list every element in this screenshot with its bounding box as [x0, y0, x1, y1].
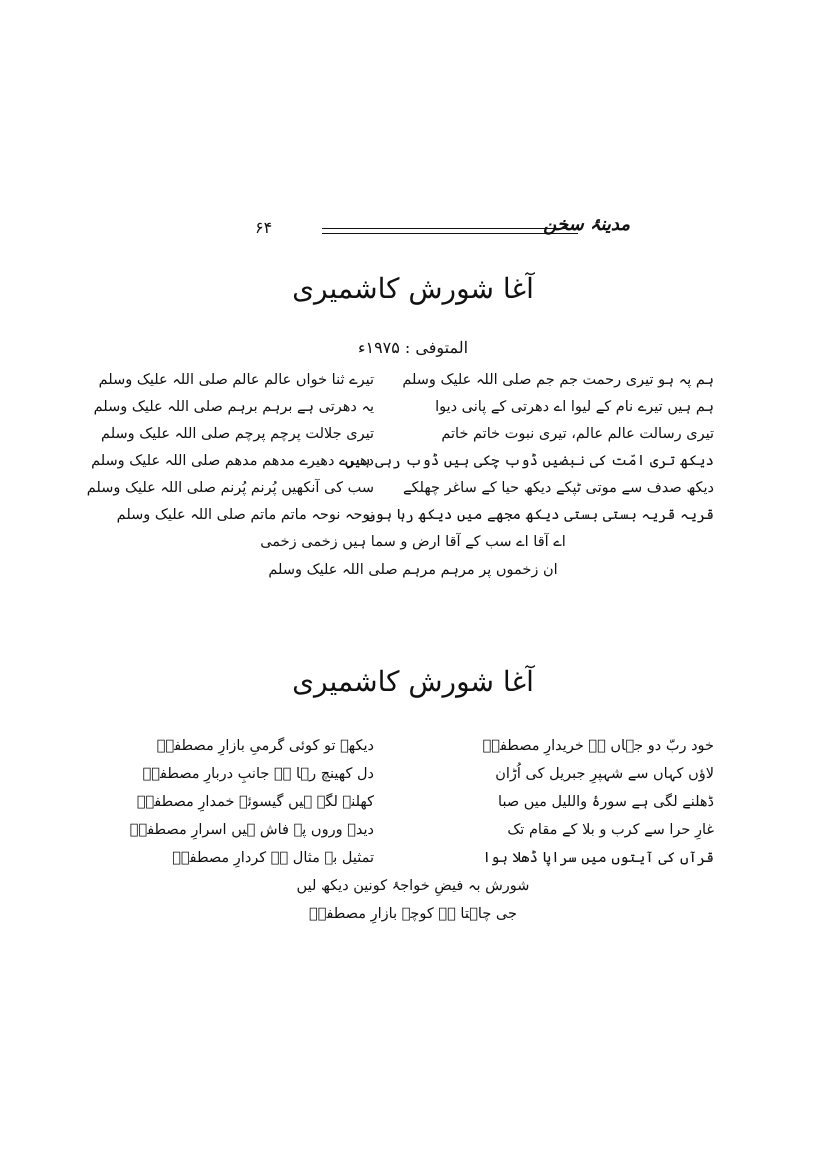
misra-first: ڈھلنے لگی ہے سورۂ واللیل میں صبا — [498, 794, 714, 810]
misra-first: خود ربّ دو جہاں ہے خریدارِ مصطفیؐ — [482, 738, 714, 754]
misra-second: کھلنے لگے ہیں گیسوئے خمدارِ مصطفیؐ — [136, 794, 374, 810]
header-rule-top — [322, 228, 578, 229]
misra-second: دیدہ وروں پہ فاش ہیں اسرارِ مصطفیؐ — [129, 822, 374, 838]
header-rule-bottom — [322, 233, 578, 234]
poet-title-2: آغا شورش کاشمیری — [292, 665, 534, 698]
couplet — [0, 399, 826, 426]
couplet — [0, 794, 826, 822]
misra-first: ہم پہ ہو تیری رحمت جم جم صلی اللہ علیک وسلم — [402, 372, 714, 388]
misra-first: ہم ہیں تیرے نام کے لیوا اے دھرتی کے پانی دیوا — [435, 399, 714, 415]
misra-first: دیکھ صدف سے موتی ٹپکے دیکھ حیا کے ساغر چھلکے — [403, 480, 714, 496]
misra-first: لاؤں کہاں سے شہپرِ جبریل کی اُڑان — [495, 766, 714, 782]
poem-2 — [0, 738, 826, 934]
misra-second: دھیرے دھیرے مدھم مدھم صلی اللہ علیک وسلم — [91, 453, 374, 469]
misra-first: غارِ حرا سے کرب و بلا کے مقام تک — [507, 822, 714, 838]
closing-line: شورش بہ فیضِ خواجۂ کونین دیکھ لیں — [296, 878, 530, 894]
misra-first: دیکھ تری امّت کی نبضیں ڈوب چکی ہیں ڈوب رہی ہیں — [345, 453, 714, 469]
poet-title-1: آغا شورش کاشمیری — [292, 272, 534, 305]
misra-second: نوحہ نوحہ ماتم ماتم صلی اللہ علیک وسلم — [116, 507, 374, 523]
couplet — [0, 453, 826, 480]
misra-second: یہ دھرتی ہے برہم برہم صلی اللہ علیک وسلم — [93, 399, 374, 415]
closing-line: اے آقا اے سب کے آقا ارض و سما ہیں زخمی زخمی — [260, 534, 566, 550]
misra-second: دل کھینچ رہا ہے جانبِ دربارِ مصطفیؐ — [142, 766, 374, 782]
couplet — [0, 766, 826, 794]
closing-line: ان زخموں پر مرہم مرہم صلی اللہ علیک وسلم — [268, 562, 558, 578]
death-year: المتوفی : ۱۹۷۵ء — [357, 338, 469, 357]
misra-first: تیری رسالت عالم عالم، تیری نبوت خاتم خاتم — [441, 426, 714, 442]
misra-second: تیری جلالت پرچم پرچم صلی اللہ علیک وسلم — [101, 426, 374, 442]
couplet — [0, 850, 826, 878]
page-header — [0, 214, 826, 244]
couplet — [0, 507, 826, 534]
misra-second: تمثیل بے مثال ہے کردارِ مصطفیؐ — [172, 850, 374, 866]
misra-second: سب کی آنکھیں پُرنم پُرنم صلی اللہ علیک وسلم — [86, 480, 374, 496]
couplet — [0, 480, 826, 507]
closing-line: جی چاہتا ہے کوچۂ بازارِ مصطفیؐ — [309, 906, 517, 922]
couplet — [0, 738, 826, 766]
misra-second: تیرے ثنا خواں عالم عالم صلی اللہ علیک وسلم — [98, 372, 374, 388]
couplet — [0, 372, 826, 399]
couplet — [0, 426, 826, 453]
page-number: ۶۴ — [255, 218, 273, 237]
misra-first: قرآں کی آیتوں میں سراپا ڈھلا ہوا — [482, 850, 714, 866]
couplet — [0, 822, 826, 850]
running-title: مدینۂ سخن — [543, 214, 630, 235]
misra-first: قریہ قریہ بستی بستی دیکھ مجھے میں دیکھ رہا ہوں — [366, 507, 714, 523]
poem-1 — [0, 372, 826, 590]
misra-second: دیکھے تو کوئی گرمیِ بازارِ مصطفیؐ — [156, 738, 374, 754]
